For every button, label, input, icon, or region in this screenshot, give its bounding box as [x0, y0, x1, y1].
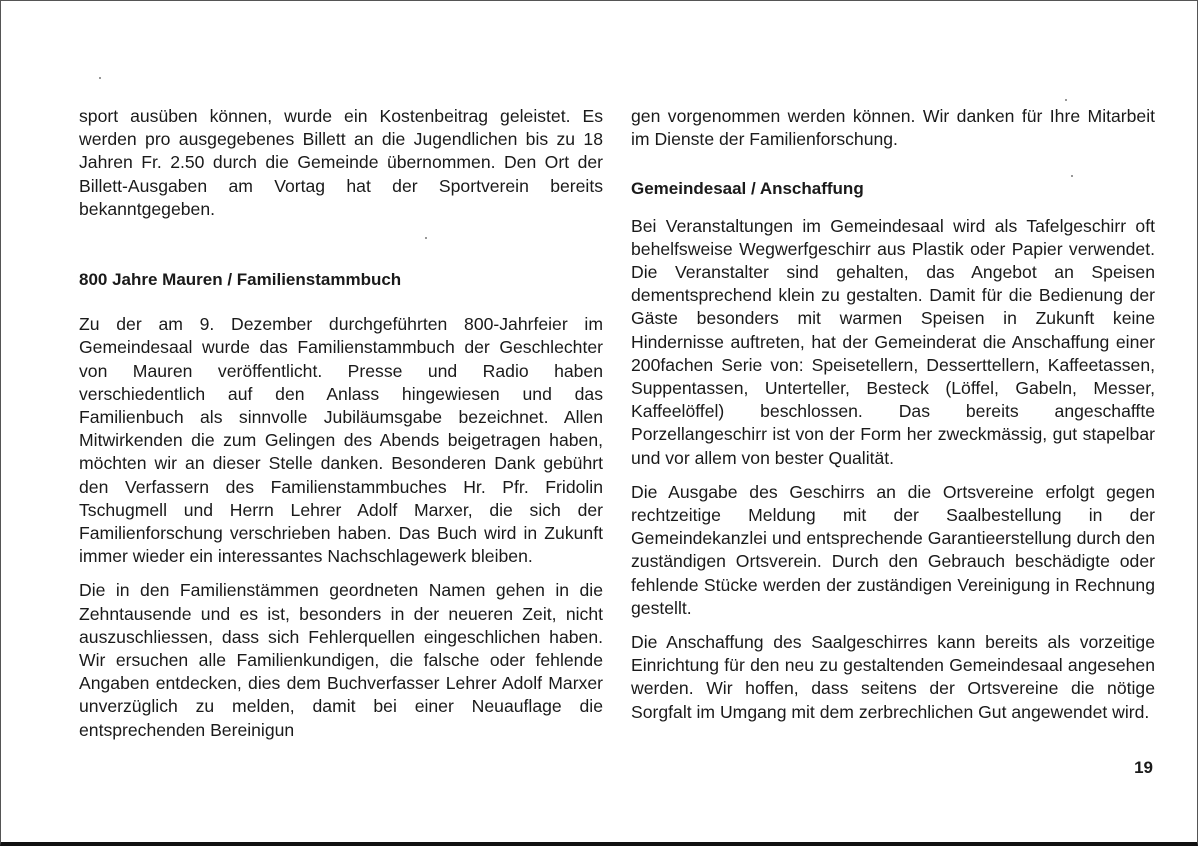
left-column: [79, 105, 603, 753]
right-continuation-paragraph: gen vorgenommen werden können. Wir danken für Ihre Mitarbeit im Dienste der Familienforschung.: [631, 106, 1155, 150]
left-intro-paragraph: sport ausüben können, wurde ein Kostenbeitrag geleistet. Es werden pro ausgegebenes Billett an die Jugendlichen bis zu 18 Jahren Fr. 2.50 durch die Gemeinde übernommen. Den Ort der Billett-Ausgaben am Vortag hat der Sportverein bereits bekanntgegeben.: [79, 106, 603, 219]
right-paragraph-2: Die Ausgabe des Geschirrs an die Ortsvereine erfolgt gegen rechtzeitige Meldung mit der Saalbestellung in der Gemeindekanzlei und entsprechende Garantieerstellung durch den zuständigen Ortsverein. Durch den Gebrauch beschädigte oder fehlende Stücke werden der zuständigen Vereinigung in Rechnung gestellt.: [631, 481, 1155, 618]
left-paragraph-1: Zu der am 9. Dezember durchgeführten 800-Jahrfeier im Gemeindesaal wurde das Familienstammbuch der Geschlechter von Mauren veröffentlicht. Presse und Radio haben verschiedentlich auf den Anlass hingewiesen und das Familienbuch als sinnvolle Jubiläumsgabe bezeichnet. Allen Mitwirkenden die zum Gelingen des Abends beigetragen haben, möchten wir an dieser Stelle danken. Besonderen Dank gebührt den Verfassern des Familienstammbuches Hr. Pfr. Fridolin Tschugmell und Herrn Lehrer Adolf Marxer, die sich der Familienforschung verschrieben haben. Das Buch wird in Zukunft immer wieder ein interessantes Nachschlagewerk bleiben.: [79, 314, 603, 567]
scan-speck: [99, 77, 101, 79]
scan-speck: [425, 237, 427, 239]
left-paragraph-2: Die in den Familienstämmen geordneten Namen gehen in die Zehntausende und es ist, besonders in der neueren Zeit, nicht auszuschliessen, dass sich Fehlerquellen eingeschlichen haben. Wir ersuchen alle Familienkundigen, die falsche oder fehlende Angaben entdecken, dies dem Buchverfasser Lehrer Adolf Marxer unverzüglich zu melden, damit bei einer Neuauflage die entsprechenden Bereinigun: [79, 580, 603, 740]
page-number: 19: [1134, 758, 1153, 777]
section-heading-familienstammbuch: 800 Jahre Mauren / Familienstammbuch: [79, 270, 402, 290]
scan-speck: [1065, 99, 1067, 101]
section-heading-gemeindesaal: Gemeindesaal / Anschaffung: [631, 179, 864, 199]
right-column: [631, 105, 1155, 735]
right-paragraph-1: Bei Veranstaltungen im Gemeindesaal wird als Tafelgeschirr oft behelfsweise Wegwerfgeschirr aus Plastik oder Papier verwendet. Die Veranstalter sind gehalten, das Angebot an Speisen dementsprechend klein zu gestalten. Damit für die Bedienung der Gäste besonders mit warmen Speisen in Zukunft keine Hindernisse auftreten, hat der Gemeinderat die Anschaffung einer 200fachen Serie von: Speisetellern, Desserttellern, Kaffeetassen, Suppentassen, Unterteller, Besteck (Löffel, Gabeln, Messer, Kaffeelöffel) beschlossen. Das bereits angeschaffte Porzellangeschirr ist von der Form her zweckmässig, gut stapelbar und vor allem von bester Qualität.: [631, 215, 1155, 468]
right-paragraph-3: Die Anschaffung des Saalgeschirres kann bereits als vorzeitige Einrichtung für den neu zu gestaltenden Gemeindesaal angesehen werden. Wir hoffen, dass seitens der Ortsvereine die nötige Sorgfalt im Umgang mit dem zerbrechlichen Gut angewendet wird.: [631, 632, 1155, 722]
scan-speck: [1071, 175, 1073, 177]
